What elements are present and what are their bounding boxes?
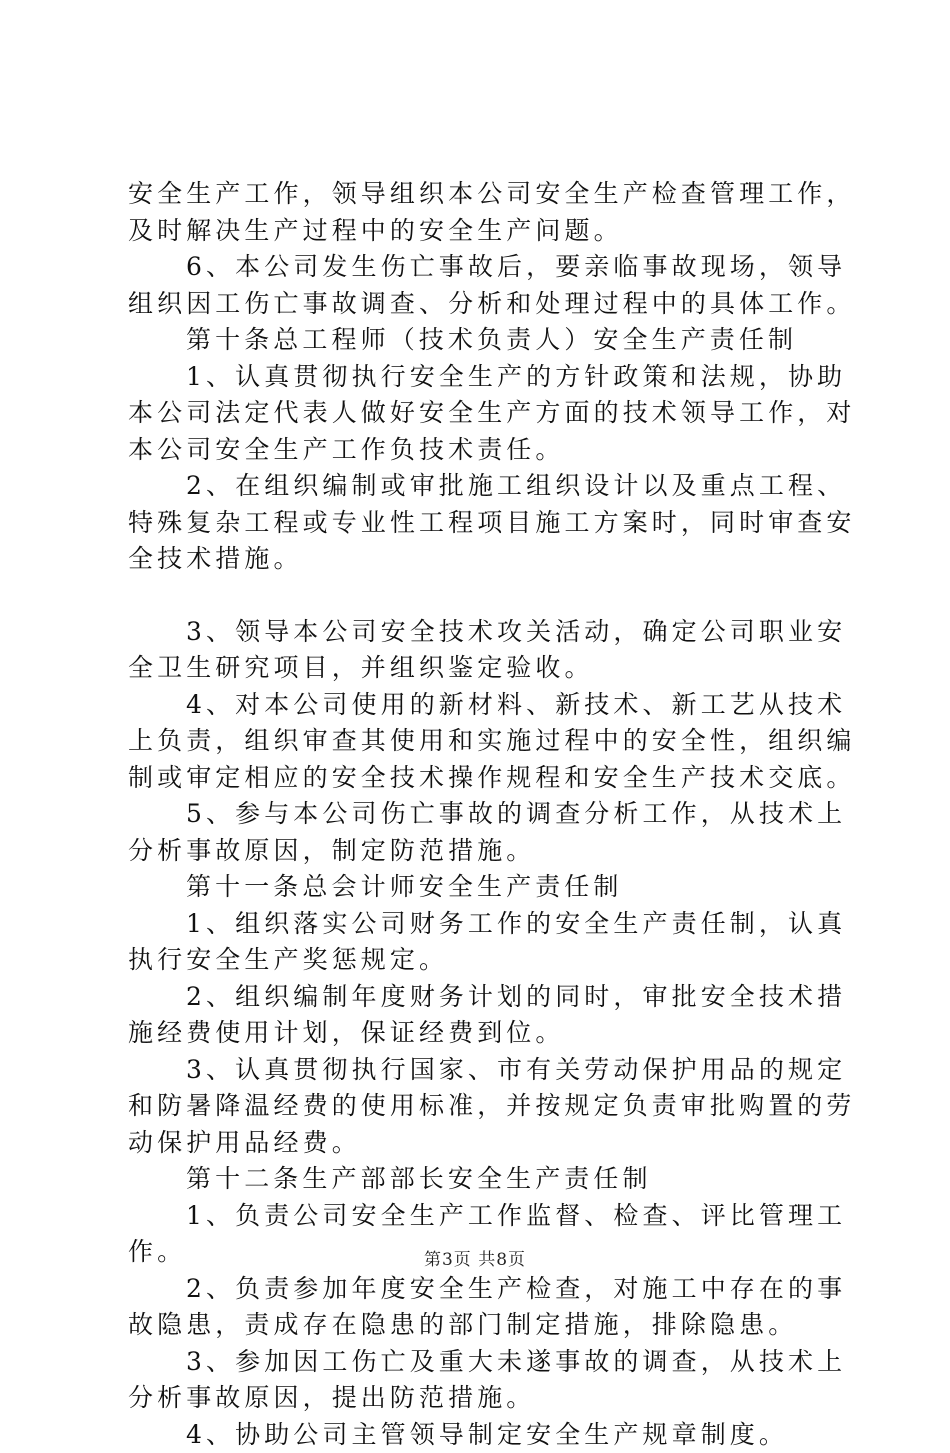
paragraph: 3、认真贯彻执行国家、市有关劳动保护用品的规定和防暑降温经费的使用标准，并按规定负责审批购置的劳动保护用品经费。 xyxy=(128,1052,858,1162)
paragraph: 4、对本公司使用的新材料、新技术、新工艺从技术上负责，组织审查其使用和实施过程中的安全性，组织编制或审定相应的安全技术操作规程和安全生产技术交底。 xyxy=(128,687,858,797)
section-heading: 第十条总工程师（技术负责人）安全生产责任制 xyxy=(128,322,858,359)
paragraph: 1、认真贯彻执行安全生产的方针政策和法规，协助本公司法定代表人做好安全生产方面的技术领导工作，对本公司安全生产工作负技术责任。 xyxy=(128,359,858,469)
paragraph: 2、组织编制年度财务计划的同时，审批安全技术措施经费使用计划，保证经费到位。 xyxy=(128,979,858,1052)
section-heading: 第十一条总会计师安全生产责任制 xyxy=(128,869,858,906)
page-footer: 第3页 共8页 xyxy=(0,1245,950,1270)
paragraph: 3、领导本公司安全技术攻关活动，确定公司职业安全卫生研究项目，并组织鉴定验收。 xyxy=(128,614,858,687)
paragraph: 2、负责参加年度安全生产检查，对施工中存在的事故隐患，责成存在隐患的部门制定措施，排除隐患。 xyxy=(128,1271,858,1344)
section-heading: 第十二条生产部部长安全生产责任制 xyxy=(128,1161,858,1198)
paragraph: 安全生产工作，领导组织本公司安全生产检查管理工作，及时解决生产过程中的安全生产问题。 xyxy=(128,176,858,249)
blank-line xyxy=(128,578,858,614)
paragraph: 5、参与本公司伤亡事故的调查分析工作，从技术上分析事故原因，制定防范措施。 xyxy=(128,796,858,869)
paragraph: 4、协助公司主管领导制定安全生产规章制度。 xyxy=(128,1417,858,1453)
paragraph: 3、参加因工伤亡及重大未遂事故的调查，从技术上分析事故原因，提出防范措施。 xyxy=(128,1344,858,1417)
paragraph: 2、在组织编制或审批施工组织设计以及重点工程、特殊复杂工程或专业性工程项目施工方案时，同时审查安全技术措施。 xyxy=(128,468,858,578)
paragraph: 1、组织落实公司财务工作的安全生产责任制，认真执行安全生产奖惩规定。 xyxy=(128,906,858,979)
paragraph: 6、本公司发生伤亡事故后，要亲临事故现场，领导组织因工伤亡事故调查、分析和处理过程中的具体工作。 xyxy=(128,249,858,322)
paragraph: 1、负责公司安全生产工作监督、检查、评比管理工作。 xyxy=(128,1198,858,1271)
